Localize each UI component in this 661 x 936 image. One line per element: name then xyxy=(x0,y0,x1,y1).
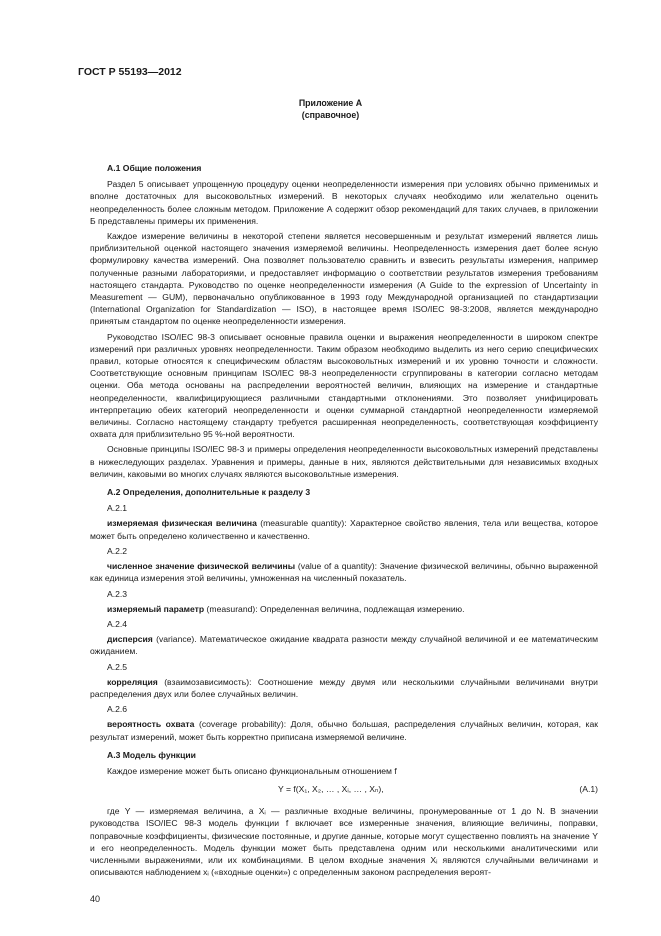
annex-title: Приложение А xyxy=(298,98,363,108)
term-text: (value of a quantity): Значение физической величины, обычно выраженной как единица измерения этой величины, умноженная на численный показатель. xyxy=(90,561,598,584)
term-name: измеряемый параметр xyxy=(107,603,205,614)
term-text: (measurand): Определенная величина, подлежащая измерению. xyxy=(204,603,465,614)
term-text: (variance). Математическое ожидание квадрата разности между случайной величиной и ее математическим ожиданием. xyxy=(90,634,598,657)
section-heading-a1: А.1 Общие положения xyxy=(107,163,202,173)
formula-a1 xyxy=(90,783,598,797)
term-number: А.2.4 xyxy=(107,618,128,629)
paragraph: Каждое измерение может быть описано функциональным отношением f xyxy=(107,765,397,776)
page-number: 40 xyxy=(90,894,101,904)
term-name: корреляция xyxy=(107,676,158,687)
section-heading-a3: А.3 Модель функции xyxy=(107,749,196,760)
term-text: (coverage probability): Доля, обычно большая, распределения случайных величин, которая, как результат измерений, может быть корректно приписана измеряемой величине. xyxy=(90,719,598,742)
paragraph: Руководство ISO/IEC 98-3 описывает основные правила оценки и выражения неопределенности в широком спектре измерений при различных уровнях неопределенности. Таким образом необходимо выделить из него серию специфических правил, которые относятся к специфическим областям высоковольтных измерений и их уровню точности и сложности. Соответствующие основным принципам ISO/IEC 98-3 неопределенности сгруппированы в категории согласно методам оценки. Оба метода основаны на распределении вероятностей величин, влияющих на измерение и стандартные неопределенности, квалифицирующиеся различными стандартными отклонениями. Это позволяет унифицировать интерпретацию обеих категорий неопределенности и оценки суммарной стандартной неопределенности измеряемой величины. Согласно настоящему стандарту требуется расширенная неопределенность, соответствующая коэффициенту охвата для приблизительно 95 %-ной вероятности. xyxy=(90,331,598,440)
term-definition xyxy=(90,603,598,615)
term-number: А.2.6 xyxy=(107,704,128,715)
document-body xyxy=(90,156,598,881)
term-number: А.2.5 xyxy=(107,661,128,672)
term-text: (взаимозависимость): Соотношение между двумя или несколькими случайными величинами внутри распределения двух или более случайных величин. xyxy=(90,676,598,699)
term-number: А.2.3 xyxy=(107,588,128,599)
section-heading-a2: А.2 Определения, дополнительные к разделу 3 xyxy=(107,487,311,498)
formula-expression: Y = f(X₁, X₂, … , Xᵢ, … , Xₙ), xyxy=(278,784,384,795)
formula-number: (А.1) xyxy=(579,784,598,795)
annex-subtitle: (справочное) xyxy=(301,110,360,120)
paragraph: Каждое измерение величины в некоторой степени является несовершенным и результат измерений является лишь приблизительной оценкой настоящего значения измеряемой величины. Неопределенность измерения дает более ясную формулировку качества измерений. Она позволяет пользователю сравнить и взвесить результаты измерения, например полученные разными лабораториями, и предоставляет информацию о соответствии результатов измерения требованиям настоящего стандарта. Руководство по оценке неопределенности измерения (A Guide to the expression of Uncertainty in Measurement — GUM), первоначально опубликованное в 1993 году Международной организацией по стандартизации (International Organization for Standardization — ISO), в настоящее время ISO/IEC 98-3:2008, является международно принятым стандартом по оценке неопределенности измерения. xyxy=(90,231,598,327)
term-definition xyxy=(90,633,598,657)
paragraph: где Y — измеряемая величина, а Xᵢ — различные входные величины, пронумерованные от 1 до N. В значении руководства ISO/IEC 98-3 модель функции f включает все измеренные значения, влияющие величины, поправки, поправочные коэффициенты, физические постоянные, и другие данные, которые могут существенно повлиять на значение Y и его неопределенность. Модель функции может быть представлена одним или несколькими аналитическими или численными выражениями, или их комбинациями. В целом входные значения Xᵢ являются случайными величинами и описываются наблюдением xᵢ («входные оценки») с определенным законом распределения вероят- xyxy=(90,806,598,878)
term-definition xyxy=(90,718,598,742)
term-definition xyxy=(90,517,598,541)
term-name: вероятность охвата xyxy=(107,719,195,730)
term-number: А.2.1 xyxy=(107,503,128,514)
document-header: ГОСТ Р 55193—2012 xyxy=(78,66,182,78)
term-name: измеряемая физическая величина xyxy=(107,518,257,529)
term-text: (measurable quantity): Характерное свойство явления, тела или вещества, которое может быть определено количественно и качественно. xyxy=(90,518,598,541)
term-number: А.2.2 xyxy=(107,545,128,556)
term-name: дисперсия xyxy=(107,634,153,645)
paragraph: Раздел 5 описывает упрощенную процедуру оценки неопределенности измерения при условиях обычно применимых и вполне достаточных для высоковольтных измерений. В некоторых случаях необходимо или желательно оценить неопределенность более сложным методом. Приложение А содержит обзор рекомендаций для таких случаев, в приложении Б представлены примеры их применения. xyxy=(90,179,598,226)
annex-title-block xyxy=(0,97,661,121)
paragraph: Основные принципы ISO/IEC 98-3 и примеры определения неопределенности высоковольтных измерений представлены в нижеследующих разделах. Уравнения и примеры, данные в них, являются действительными для независимых входных величин, каковыми во многих случаях являются высоковольтные измерения. xyxy=(90,444,598,479)
term-definition xyxy=(90,676,598,700)
term-name: численное значение физической величины xyxy=(107,561,296,572)
term-definition xyxy=(90,560,598,584)
